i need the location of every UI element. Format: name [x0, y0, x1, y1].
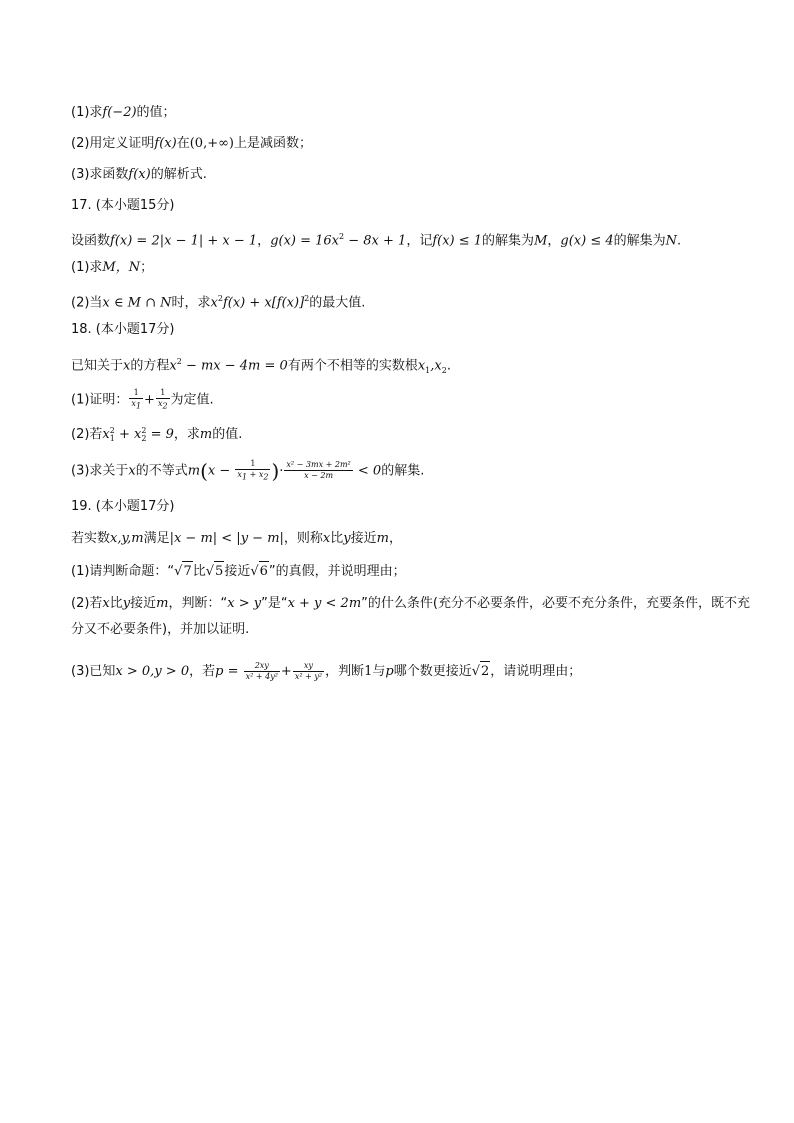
math: g(x) ≤ 4 [560, 233, 614, 249]
text: 的解集为 [613, 233, 666, 249]
text: (1)请判断命题：“ [71, 564, 175, 579]
text: 比 [330, 531, 344, 546]
math: − 8x + 1 [344, 233, 407, 249]
q18-part-1: (1)证明： $\frac{1}{x_1}$ + $\frac{1}{x_2}$ 为定值. [71, 388, 214, 411]
math: x [123, 358, 131, 374]
text: ， [547, 233, 561, 249]
text: 接近 [224, 564, 251, 579]
text: ，记 [406, 233, 433, 249]
text: 的值. [212, 427, 243, 442]
math: f(x) ≤ 1 [432, 233, 483, 249]
text: 为定值. [170, 392, 214, 408]
text: 在 [176, 136, 190, 151]
text: 有两个不相等的实数根 [287, 358, 418, 374]
q16-part-1 [71, 103, 754, 123]
math: x + y < 2m [287, 596, 362, 611]
text: ，请说明理由； [490, 664, 582, 679]
math: g(x) = 16x [270, 233, 340, 249]
q17-part-2: (2)当x ∈ M ∩ N时，求$x^2f(x) + x[f(x)]^2$的最大值. [71, 294, 366, 311]
math: p = [215, 664, 243, 679]
math: M [534, 233, 548, 249]
text: 的解析式. [150, 167, 207, 182]
q18-part-2: (2)若x 2 1 + x 2 2 = 9，求m的值. [71, 425, 243, 443]
math: 6 [259, 561, 269, 582]
text: (1)证明： [71, 392, 129, 408]
text: ， [257, 233, 271, 249]
q17-header: 17. (本小题15分) [71, 198, 175, 213]
text: 的解集为 [482, 233, 535, 249]
math: m [156, 596, 169, 611]
text: 比 [192, 564, 206, 579]
text: (2)若 [71, 596, 103, 611]
text: (2)用定义证明 [71, 136, 155, 151]
math: x [169, 358, 177, 374]
q18-header: 18. (本小题17分) [71, 322, 175, 337]
text: (3)求函数 [71, 167, 129, 182]
text: (3)已知 [71, 664, 116, 679]
text: ，判断 [325, 664, 365, 679]
text: (2)若 [71, 427, 103, 442]
q19-part-3: (3)已知x > 0,y > 0，若p = $\frac{2xy}{\text{x² + 4y²}}$ + $\frac{xy}{\text{x² + y²}}$ ，判断1与p哪个数更接近√2，请说明理由； [71, 661, 582, 681]
math: 5 [214, 561, 224, 582]
math: x > y [227, 596, 262, 611]
text: 的不等式 [135, 463, 188, 479]
q16-part-2 [71, 134, 754, 154]
q19-header: 19. (本小题17分) [71, 499, 175, 514]
text: 比 [109, 596, 123, 611]
text: 满足 [143, 531, 170, 546]
text: 若实数 [71, 531, 111, 546]
text: 与 [372, 664, 386, 679]
text: ，判断：“ [168, 596, 228, 611]
math: m [199, 427, 213, 442]
text: 设函数 [71, 233, 111, 249]
text: ，若 [189, 664, 216, 679]
fraction: $\frac{2xy}{\text{x² + 4y²}}$ [245, 661, 278, 681]
math: x [322, 531, 331, 546]
text: 的解集. [381, 463, 425, 479]
fraction: $\frac{1}{x_1}$ [131, 388, 142, 411]
math: x [210, 295, 218, 311]
math: p [385, 664, 394, 679]
q19-part-1: (1)请判断命题：“√7比√5接近√6”的真假，并说明理由； [71, 561, 754, 582]
text: 接近 [350, 531, 377, 546]
math: f(x) + x[f(x)] [222, 295, 305, 311]
text: 已知关于 [71, 358, 124, 374]
text: 的最大值. [309, 295, 366, 311]
text: 哪个数更接近 [393, 664, 472, 679]
math: < 0 [353, 463, 382, 479]
text: (1)求 [71, 260, 103, 275]
text: ，求 [173, 427, 200, 442]
text: . [677, 233, 682, 249]
text: 的方程 [130, 358, 170, 374]
text: ； [140, 260, 154, 275]
math: x,y,m [110, 531, 144, 546]
math: f(x) [154, 136, 177, 151]
text: ， [388, 531, 402, 546]
text: ”是“ [261, 596, 288, 611]
text: 时，求 [171, 295, 211, 311]
math: 7 [182, 561, 192, 582]
text: (3)求关于 [71, 463, 129, 479]
text: 接近 [130, 596, 157, 611]
math: |x − m| < |y − m| [169, 531, 284, 546]
q17-stem: 设函数f(x) = 2|x − 1| + x − 1，$g(x) = 16x^2 - 8x + 1$，记f(x) ≤ 1的解集为M，g(x) ≤ 4的解集为N. [71, 232, 682, 249]
fraction: $\frac{1}{x_1 + x_2}$ [237, 459, 269, 482]
math: f(x) = 2|x − 1| + x − 1 [110, 233, 258, 249]
math: x [102, 596, 110, 611]
math: x [128, 463, 136, 479]
text: ”的什么条件(充分不必要条件，必要不充分条件，充要条件，既不充分又不必要条件)，并加以证明. [71, 596, 750, 637]
fraction: $\frac{\text{x² − 3mx + 2m²}}{x - 2m}$ [286, 460, 351, 481]
text: . [446, 358, 451, 374]
text: 上是减函数； [234, 136, 313, 151]
text: ，则称 [283, 531, 323, 546]
text: ”的真假，并说明理由； [268, 564, 406, 579]
math: x [417, 358, 426, 374]
math: f(x) [128, 167, 151, 182]
math: (0,+∞) [189, 136, 235, 151]
text: 的值； [136, 105, 176, 120]
text: (2)当 [71, 295, 103, 311]
q17-part-1 [71, 258, 754, 278]
math: 2 [480, 661, 490, 682]
fraction: $\frac{1}{x_2}$ [157, 388, 168, 411]
math: − mx − 4m = 0 [181, 358, 288, 374]
math: 1 [364, 664, 373, 679]
q18-stem: 已知关于x的方程$x^2$ − mx − 4m = 0有两个不相等的实数根$x_1,x_2$. [71, 357, 451, 375]
fraction: $\frac{xy}{\text{x² + y²}}$ [294, 661, 323, 681]
math: N [665, 233, 678, 249]
math: x ∈ M ∩ N [102, 295, 172, 311]
math: f(−2) [102, 105, 137, 120]
q18-part-3: (3)求关于x的不等式m(x − $\frac{1}{x_1 + x_2}$ )· $\frac{\text{x² − 3mx + 2m²}}{x - 2m}$ < 0的解集. [71, 458, 425, 483]
q19-stem [71, 529, 754, 549]
q19-part-2 [71, 591, 754, 643]
math: = 9 [146, 427, 174, 442]
math: y [343, 531, 351, 546]
math: m [376, 531, 389, 546]
q16-part-3 [71, 165, 754, 185]
math: y [122, 596, 131, 611]
text: (1)求 [71, 105, 103, 120]
math: x > 0,y > 0 [115, 664, 190, 679]
math: M，N [102, 260, 141, 275]
